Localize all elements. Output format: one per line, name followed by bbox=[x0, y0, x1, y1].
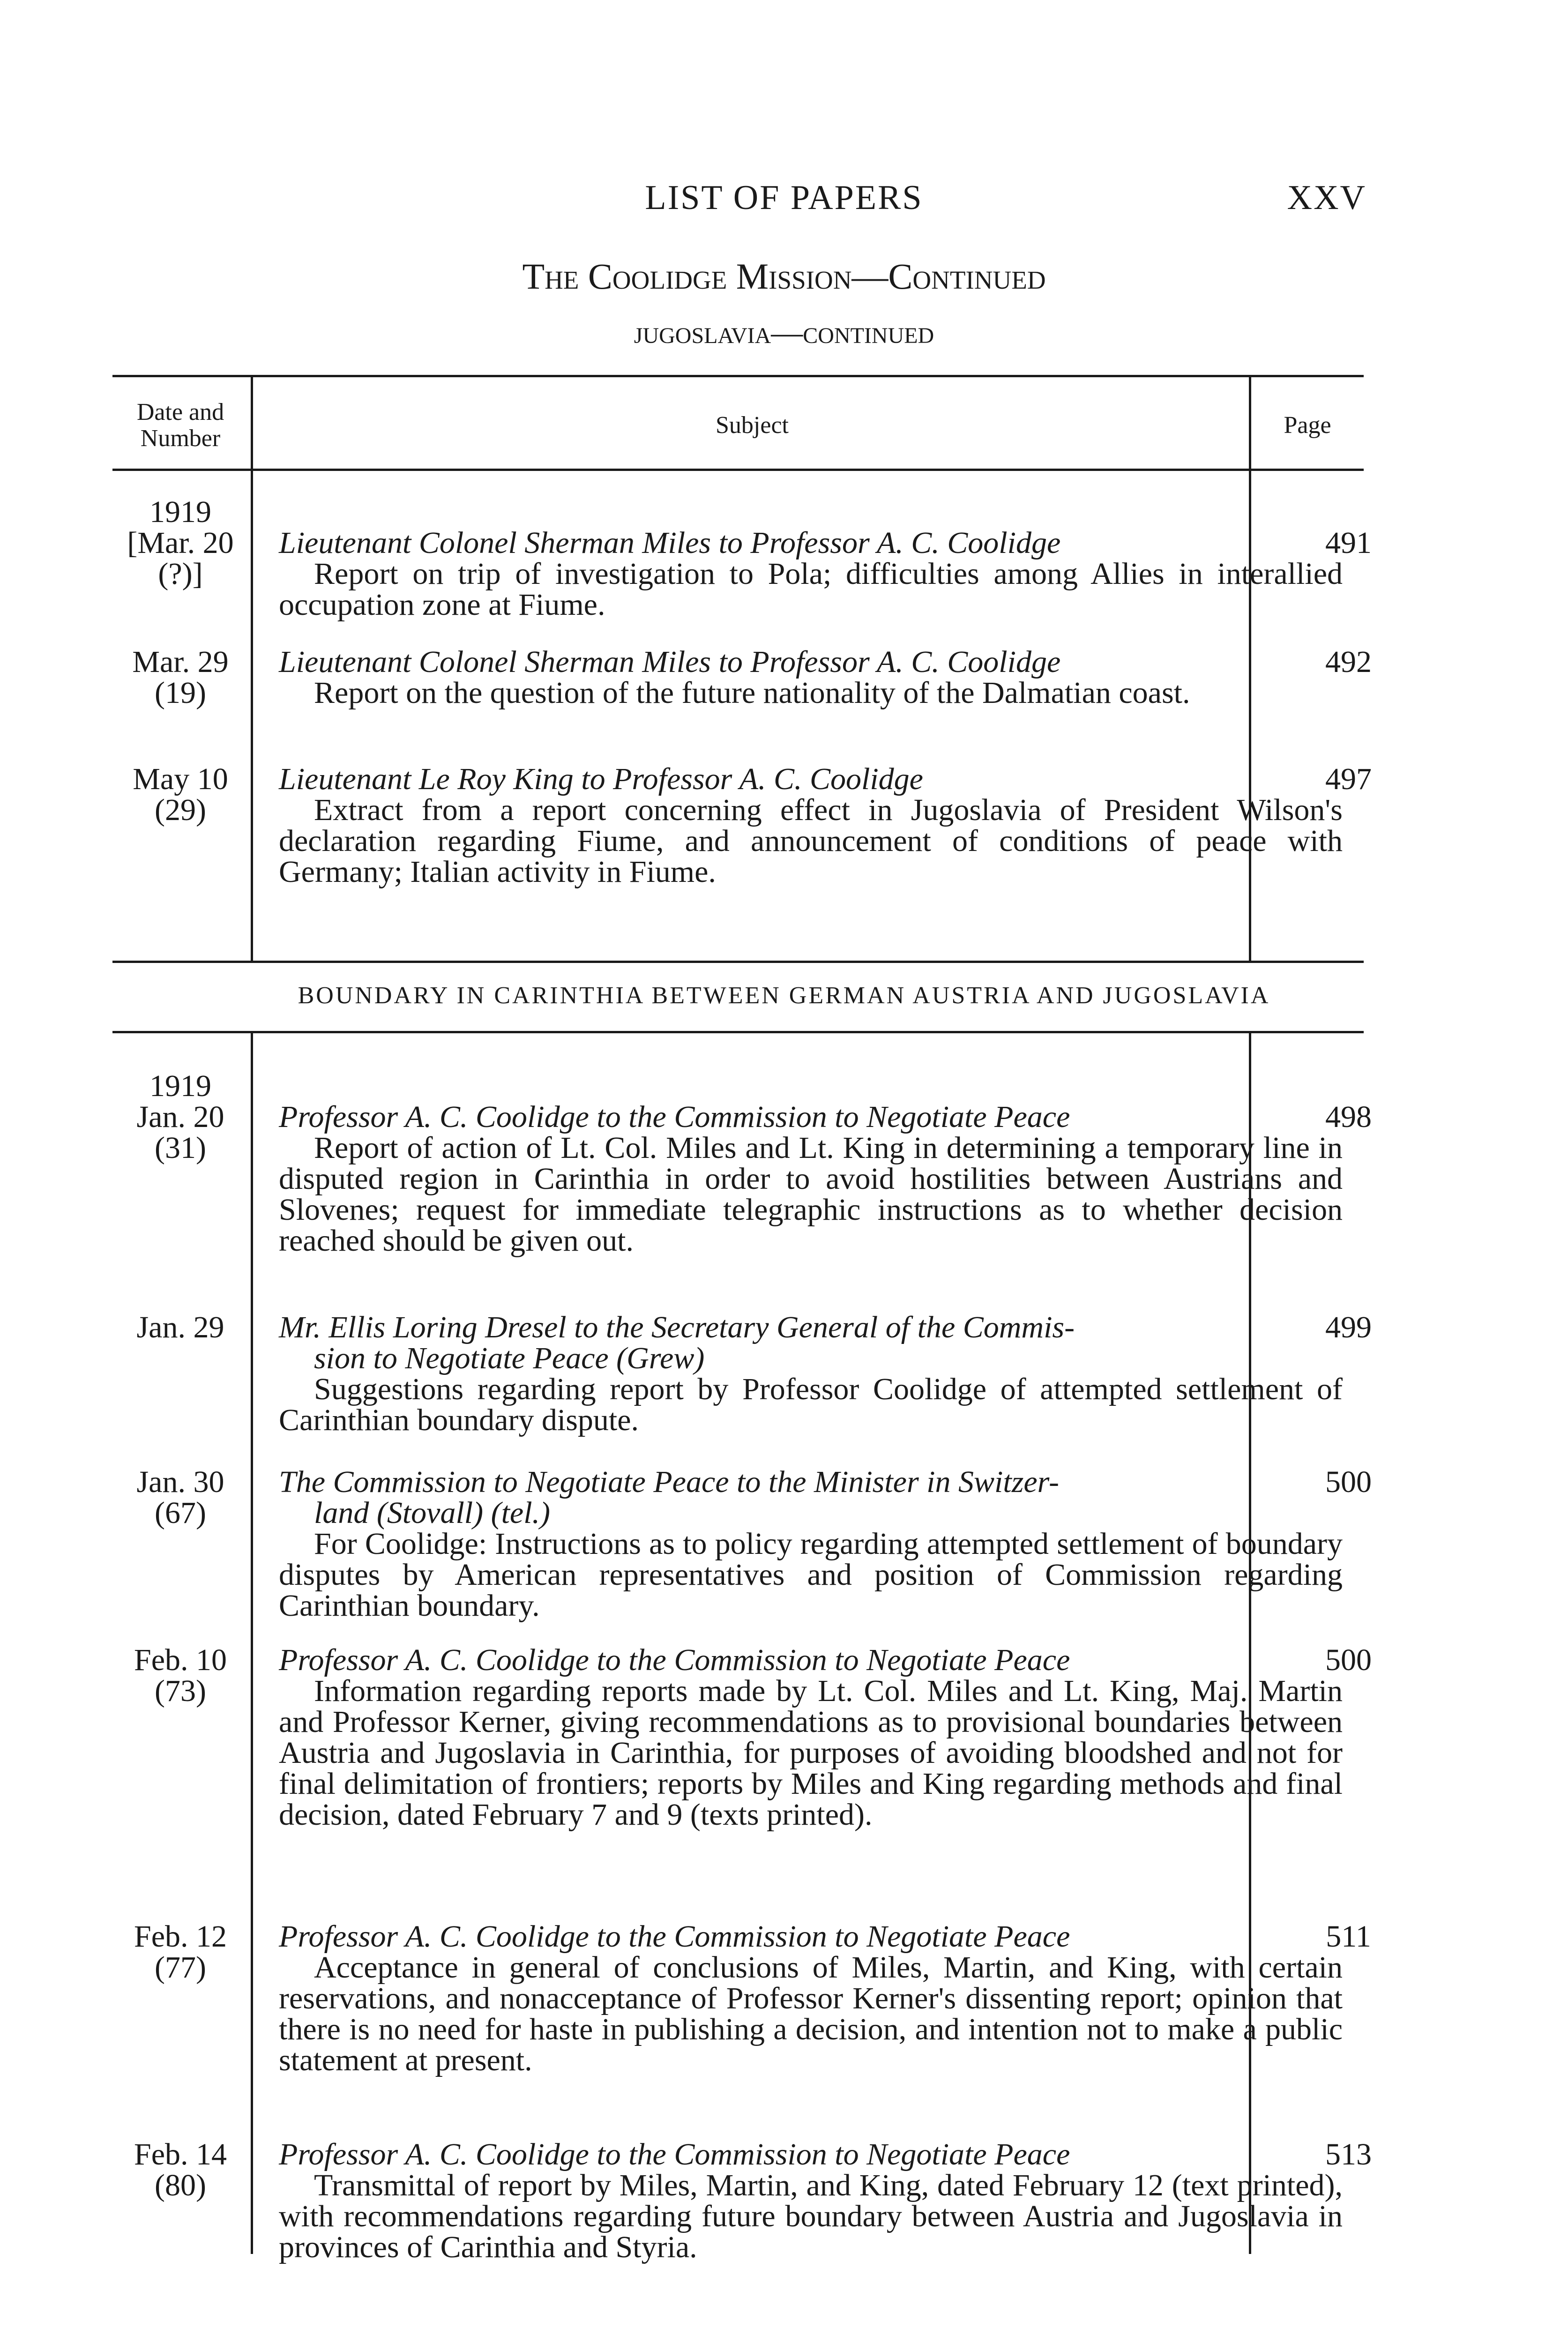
entry-date: Feb. 14 (80) bbox=[134, 2137, 227, 2202]
entry-subject bbox=[279, 1312, 1343, 1436]
entry-date: 1919 Jan. 20 (31) bbox=[136, 1069, 224, 1165]
boundary-section-heading: BOUNDARY IN CARINTHIA BETWEEN GERMAN AUSTRIA AND JUGOSLAVIA bbox=[298, 982, 1270, 1009]
entry-subject bbox=[279, 1645, 1343, 1830]
section-title: The Coolidge Mission—Continued bbox=[522, 256, 1046, 297]
running-title: LIST OF PAPERS bbox=[645, 179, 923, 217]
entry-subject bbox=[279, 1921, 1343, 2076]
entry-description: Information regarding reports made by Lt. Col. Miles and Lt. King, Maj. Martin and Professor Kerner, giving recommendations as to provisional boundaries between Austria and Jugoslavia in Carinthia, for purposes of avoiding bloodshed and not for final delimitation of frontiers; reports by Miles and King regarding methods and final decision, dated February 7 and 9 (texts printed). bbox=[279, 1674, 1343, 1832]
entry-description: Report on the question of the future nationality of the Dalmatian coast. bbox=[314, 676, 1190, 710]
table-top-rule bbox=[112, 375, 1364, 377]
entry-heading: The Commission to Negotiate Peace to the Minister in Switzer- bbox=[279, 1465, 1060, 1499]
entry-heading: Professor A. C. Coolidge to the Commission to Negotiate Peace bbox=[279, 2137, 1070, 2171]
entry-heading-continued: sion to Negotiate Peace (Grew) bbox=[314, 1341, 705, 1375]
entry-description: Suggestions regarding report by Professor Coolidge of attempted settlement of Carinthian boundary dispute. bbox=[279, 1372, 1343, 1437]
column-header-page: Page bbox=[1284, 412, 1331, 439]
page-header bbox=[0, 178, 1568, 230]
entry-heading: Professor A. C. Coolidge to the Commission to Negotiate Peace bbox=[279, 1100, 1070, 1134]
entry-heading: Lieutenant Colonel Sherman Miles to Professor A. C. Coolidge bbox=[279, 526, 1061, 560]
entry-date: Mar. 29 (19) bbox=[132, 645, 229, 710]
entry-subject bbox=[279, 1467, 1343, 1621]
entry-page: 500 bbox=[1325, 1465, 1372, 1499]
entry-description: Extract from a report concerning effect in Jugoslavia of President Wilson's declaration regarding Fiume, and announcement of conditions of peace with Germany; Italian activity in Fiume. bbox=[279, 793, 1343, 889]
entry-subject bbox=[279, 2139, 1343, 2263]
entry-date: Jan. 29 bbox=[136, 1310, 224, 1344]
entry-page: 511 bbox=[1326, 1919, 1371, 1954]
entry-page: 497 bbox=[1325, 762, 1372, 796]
entry-description: Acceptance in general of conclusions of Miles, Martin, and King, with certain reservations, and nonacceptance of Professor Kerner's dissenting report; opinion that there is no need for haste in publishing a decision, and intention not to make a public statement at present. bbox=[279, 1950, 1343, 2077]
table-bottom-rule bbox=[112, 961, 1364, 963]
column-header-date: Date and Number bbox=[136, 399, 224, 452]
header-bottom-rule bbox=[112, 469, 1364, 471]
column-header-subject: Subject bbox=[716, 412, 789, 439]
entry-page: 498 bbox=[1325, 1100, 1372, 1134]
entry-date: Jan. 30 (67) bbox=[136, 1465, 224, 1530]
entry-heading: Lieutenant Le Roy King to Professor A. C. Coolidge bbox=[279, 762, 923, 796]
entry-description: For Coolidge: Instructions as to policy regarding attempted settlement of boundary disputes by American representatives and position of Commission regarding Carinthian boundary. bbox=[279, 1527, 1343, 1623]
entry-page: 513 bbox=[1325, 2137, 1372, 2171]
entry-page: 492 bbox=[1325, 645, 1372, 679]
entry-date: May 10 (29) bbox=[133, 762, 228, 827]
entry-date: 1919 [Mar. 20 (?)] bbox=[127, 495, 234, 591]
entry-heading: Mr. Ellis Loring Dresel to the Secretary General of the Commis- bbox=[279, 1310, 1075, 1344]
page-number: XXV bbox=[1287, 179, 1366, 217]
entry-page: 500 bbox=[1325, 1643, 1372, 1677]
entry-subject bbox=[279, 1102, 1343, 1256]
entry-date: Feb. 12 (77) bbox=[134, 1919, 227, 1985]
entry-subject bbox=[279, 764, 1343, 888]
section-subtitle: jugoslavia—continued bbox=[634, 314, 934, 350]
entry-heading: Professor A. C. Coolidge to the Commission to Negotiate Peace bbox=[279, 1919, 1070, 1954]
entry-description: Report of action of Lt. Col. Miles and Lt. King in determining a temporary line in disputed region in Carinthia in order to avoid hostilities between Austrians and Slovenes; request for immediate telegraphic instructions as to whether decision reached should be given out. bbox=[279, 1131, 1343, 1258]
entry-subject bbox=[279, 647, 1343, 709]
boundary-top-rule bbox=[112, 1031, 1364, 1033]
entry-description: Transmittal of report by Miles, Martin, and King, dated February 12 (text printed), with recommendations regarding future boundary between Austria and Jugoslavia in provinces of Carinthia and Styria. bbox=[279, 2168, 1343, 2264]
entry-heading: Professor A. C. Coolidge to the Commission to Negotiate Peace bbox=[279, 1643, 1070, 1677]
entry-page: 491 bbox=[1325, 526, 1372, 560]
entry-heading: Lieutenant Colonel Sherman Miles to Professor A. C. Coolidge bbox=[279, 645, 1061, 679]
entry-date: Feb. 10 (73) bbox=[134, 1643, 227, 1708]
entry-subject bbox=[279, 528, 1343, 620]
entry-heading-continued: land (Stovall) (tel.) bbox=[314, 1496, 551, 1530]
boundary-column-divider-date bbox=[251, 1031, 253, 2254]
entry-page: 499 bbox=[1325, 1310, 1372, 1344]
entry-description: Report on trip of investigation to Pola; difficulties among Allies in interallied occupation zone at Fiume. bbox=[279, 557, 1343, 622]
column-divider-date bbox=[251, 375, 253, 961]
